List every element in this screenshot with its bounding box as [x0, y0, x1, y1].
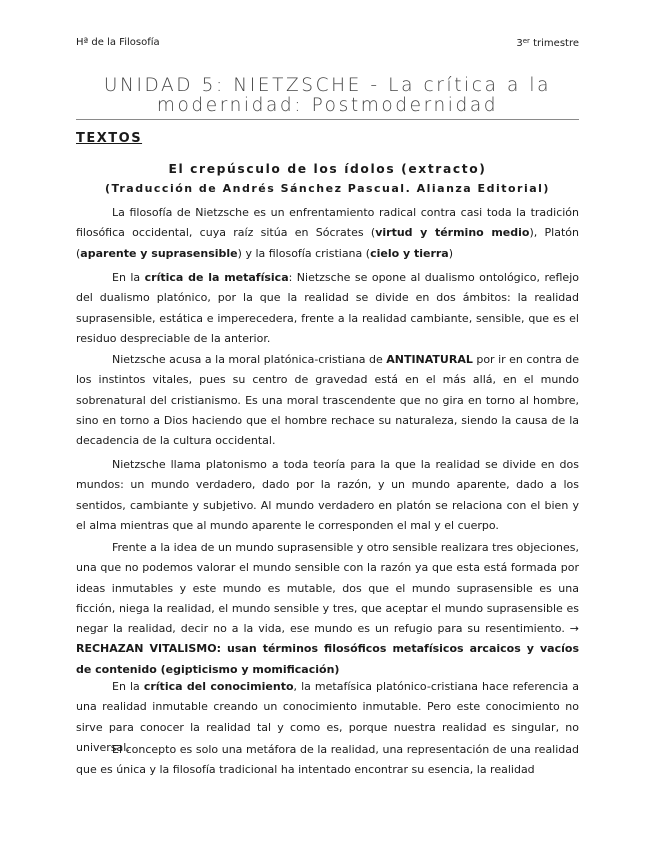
work-title: El crepúsculo de los ídolos (extracto)	[168, 162, 487, 176]
p5-text-a: Frente a la idea de un mundo suprasensible y otro sensible realizara tres objeciones, una que no podemos valorar el mundo sensible con la razón ya que esta está formada por ideas inmutables y este mundo es mutable, dos que el mundo suprasensible es una ficción, niega la realidad, el mundo sensible y tres, que aceptar el mundo suprasensible es negar la realidad, decir no a la vida, ese mundo es un refugio para su resentimiento.	[76, 541, 579, 636]
unit-title	[76, 76, 579, 116]
p6-bold-1: crítica del conocimiento	[143, 680, 294, 693]
p1-bold-2: aparente y suprasensible	[80, 246, 238, 260]
p6-text-a: En la	[112, 680, 144, 693]
arrow-icon: →	[569, 622, 579, 636]
p2-text-a: En la	[112, 271, 145, 284]
p1-bold-3: cielo y tierra	[370, 246, 449, 260]
header-term-number: 3	[516, 38, 523, 49]
header-subject: Hª de la Filosofía	[76, 37, 160, 48]
p1-text-a: La filosofía de Nietzsche es un enfrentamiento radical contra casi toda la tradición filosófica occidental, cuya raíz sitúa en Sócrates (	[76, 206, 579, 240]
p3-text-a: Nietzsche acusa a la moral platónica-cristiana de	[112, 353, 387, 366]
page-header	[76, 37, 579, 51]
paragraph-4	[76, 455, 579, 536]
p3-bold-1: ANTINATURAL	[386, 353, 473, 366]
p7-text-a: El concepto es solo una metáfora de la realidad, una representación de una realidad que es única y la filosofía tradicional ha intentado encontrar su esencia, la realidad	[76, 743, 579, 777]
p2-text-c: : Nietzsche se opone al dualismo ontológico, reflejo del dualismo platónico, por la que la realidad se divide en dos ámbitos: la realidad suprasensible, estática e imperecedera, frente a la realidad cambiante, sensible, que es el residuo despreciable de la anterior.	[76, 271, 579, 345]
p4-text-a: Nietzsche llama platonismo a toda teoría para la que la realidad se divide en dos mundos: un mundo verdadero, dado por la razón, y un mundo aparente, dado a los sentidos, cambiante y subjetivo. Al mundo verdadero en platón se relaciona con el bien y el alma mientras que al mundo aparente le corresponden el mal y el cuerpo.	[76, 458, 579, 532]
p1-bold-1: virtud y término medio	[375, 226, 530, 240]
paragraph-5	[76, 538, 579, 680]
title-divider	[76, 119, 579, 120]
work-subtitle: (Traducción de Andrés Sánchez Pascual. Alianza Editorial)	[105, 182, 550, 195]
p1-text-e: )	[448, 246, 454, 260]
header-term-word: trimestre	[529, 38, 579, 49]
header-term-ordinal: er	[522, 37, 530, 45]
p3-text-c: por ir en contra de los instintos vitales, pues su centro de gravedad está en el más allá, en el mundo sobrenatural del cristianismo. Es una moral trascendente que no gira en torno al hombre, sino en torno a Dios haciendo que el hombre rechace su naturaleza, siendo la causa de la decadencia de la cultura occidental.	[76, 353, 579, 448]
p5-bold-1: RECHAZAN VITALISMO: usan términos filosóficos metafísicos arcaicos y vacíos de contenido (egipticismo y momificación)	[76, 642, 579, 676]
p6-text-c: , la metafísica platónico-cristiana hace referencia a una realidad inmutable creando un conocimiento inmutable. Pero este conocimiento no sirve para conocer la realidad tal y como es, porque nuestra realidad es singular, no universal.	[76, 680, 579, 754]
p1-text-d: ) y la filosofía cristiana (	[237, 246, 371, 260]
paragraph-1	[76, 203, 579, 264]
unit-title-line-1: UNIDAD 5: NIETZSCHE - La crítica a la	[103, 75, 552, 96]
paragraph-3	[76, 350, 579, 451]
paragraph-7	[76, 740, 579, 781]
p1-text-c: ), Platón (	[76, 226, 579, 260]
unit-title-line-2: modernidad: Postmodernidad	[156, 95, 499, 116]
p2-bold-1: crítica de la metafísica	[144, 271, 289, 284]
section-heading: TEXTOS	[76, 131, 143, 146]
paragraph-2	[76, 268, 579, 349]
header-term	[516, 37, 579, 49]
